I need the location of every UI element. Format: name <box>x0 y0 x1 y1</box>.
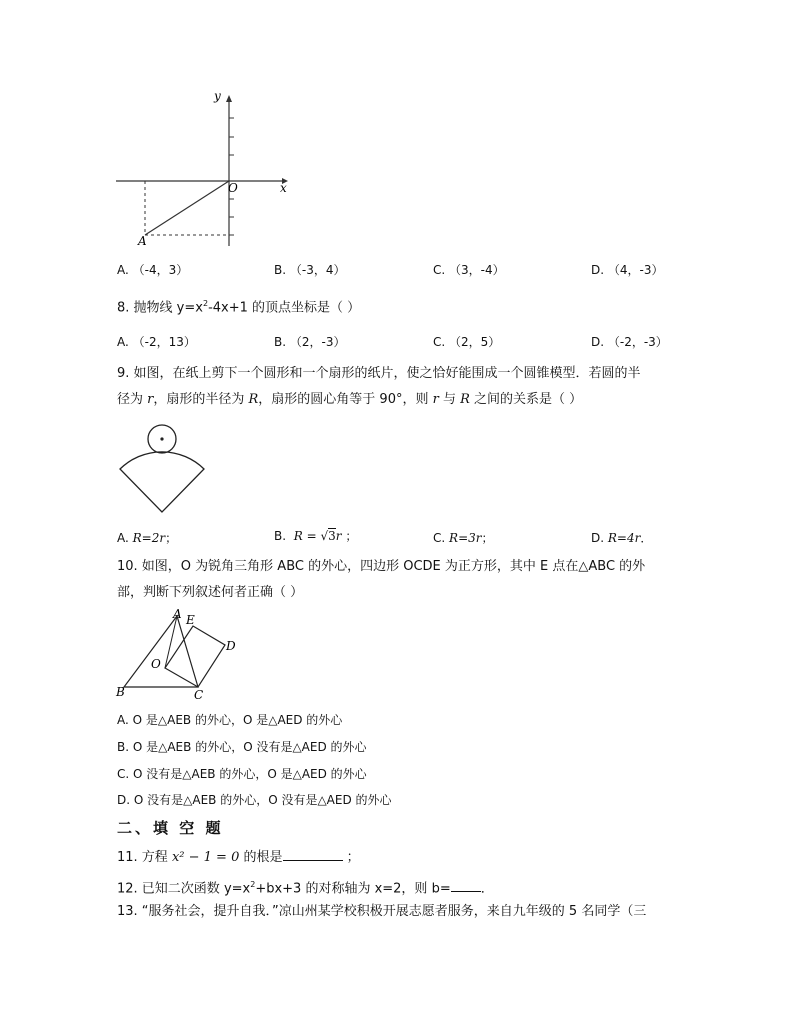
q10-option-a[interactable]: A. O 是△AEB 的外心，O 是△AED 的外心 <box>117 713 343 727</box>
q10-option-b[interactable]: B. O 是△AEB 的外心，O 没有是△AED 的外心 <box>117 740 367 754</box>
q12-answer-blank[interactable] <box>451 879 481 892</box>
label-A: A <box>173 608 182 621</box>
q8-option-b[interactable]: B. （2，-3） <box>274 335 346 349</box>
q12-text: +bx+3 的对称轴为 x=2，则 b= <box>255 881 451 897</box>
q7-option-b[interactable]: B. （-3，4） <box>274 263 346 277</box>
q8-stem <box>117 294 360 318</box>
option-tail: ； <box>345 529 358 543</box>
q9-text: 与 <box>438 392 461 407</box>
point-a-label: A <box>138 234 147 248</box>
q12-text: 12. 已知二次函数 y=x <box>117 881 251 897</box>
q7-option-d[interactable]: D. （4，-3） <box>591 263 664 277</box>
q9-var-r: r <box>147 392 154 407</box>
q10-option-d[interactable]: D. O 没有是△AEB 的外心，O 没有是△AED 的外心 <box>117 793 392 807</box>
sqrt-sign: √ <box>320 529 329 543</box>
q8-sup: 2 <box>202 299 209 308</box>
option-tail: ； <box>481 531 494 545</box>
q8-text-after: -4x+1 的顶点坐标是（ ） <box>208 300 361 316</box>
y-axis-label: y <box>214 89 221 103</box>
q9-option-b[interactable] <box>274 527 357 544</box>
q9-cone-figure <box>112 422 212 516</box>
option-tail: ． <box>640 531 653 545</box>
y-axis-arrow <box>226 95 232 102</box>
q9-var-r: r <box>432 392 439 407</box>
q8-option-a[interactable]: A. （-2，13） <box>117 335 196 349</box>
label-C: C <box>194 688 204 702</box>
label-D: D <box>226 639 236 653</box>
q9-option-a[interactable] <box>117 529 177 546</box>
q7-option-c[interactable]: C. （3，-4） <box>433 263 505 277</box>
q12-line <box>117 875 494 899</box>
label-E: E <box>186 613 195 627</box>
q9-option-c[interactable] <box>433 529 494 546</box>
option-label: C. <box>433 531 446 545</box>
q7-coordinate-figure <box>110 88 300 248</box>
q8-number: 8. <box>117 300 130 316</box>
label-B: B <box>116 685 125 699</box>
q11-line <box>117 848 360 868</box>
option-var: r <box>335 529 342 543</box>
circle-center <box>160 437 163 440</box>
y-ticks <box>229 118 234 235</box>
q8-option-c[interactable]: C. （2，5） <box>433 335 501 349</box>
section-title: 二、填 空 题 <box>117 819 224 837</box>
q9-text: 径为 <box>117 392 148 407</box>
option-eq: = <box>306 529 317 543</box>
q12-text: ． <box>480 881 494 897</box>
option-expr: R=2r <box>132 531 166 545</box>
q9-text: 之间的关系是（ ） <box>469 392 583 407</box>
q9-text: ，扇形的半径为 <box>153 392 249 407</box>
q10-stem-line2: 部，判断下列叙述何者正确（ ） <box>117 585 304 600</box>
q13-line: 13. “服务社会，提升自我．”凉山州某学校积极开展志愿者服务，来自九年级的 5 名同学（三 <box>117 904 647 919</box>
option-label: B. <box>274 529 287 543</box>
option-tail: ； <box>165 531 178 545</box>
option-expr: R=4r <box>607 531 641 545</box>
q9-var-R: R <box>460 392 470 407</box>
q8-text-before: 抛物线 y=x <box>133 300 203 316</box>
origin-label: O <box>228 181 238 195</box>
q11-answer-blank[interactable] <box>283 848 343 861</box>
q8-option-d[interactable]: D. （-2，-3） <box>591 335 668 349</box>
q9-text: ，扇形的圆心角等于 90°，则 <box>258 392 433 407</box>
q9-var-R: R <box>248 392 259 407</box>
x-axis-label: x <box>280 181 287 195</box>
option-label: A. <box>117 531 129 545</box>
q12-sup: 2 <box>250 880 256 889</box>
segment-OA <box>145 181 229 235</box>
q10-stem-line1: 10. 如图，O 为锐角三角形 ABC 的外心，四边形 OCDE 为正方形，其中 E 点在△ABC 的外 <box>117 559 646 574</box>
label-O: O <box>151 657 161 671</box>
q11-text: ； <box>342 850 360 865</box>
sqrt-radicand: 3 <box>328 529 336 543</box>
q10-geometry-figure <box>112 608 242 702</box>
q11-text: 11. 方程 <box>117 850 172 865</box>
q9-stem-line2 <box>117 390 582 410</box>
sector <box>120 452 204 512</box>
option-label: D. <box>591 531 605 545</box>
q9-stem-line1: 9. 如图，在纸上剪下一个圆形和一个扇形的纸片，使之恰好能围成一个圆锥模型．若圆的半 <box>117 366 641 381</box>
q11-text: 的根是 <box>239 850 283 865</box>
q10-option-c[interactable]: C. O 没有是△AEB 的外心，O 是△AED 的外心 <box>117 767 367 781</box>
option-lhs: R <box>293 529 303 543</box>
q9-option-d[interactable] <box>591 529 652 546</box>
q7-option-a[interactable]: A. （-4，3） <box>117 263 189 277</box>
q11-equation: x² − 1 = 0 <box>171 850 240 865</box>
option-expr: R=3r <box>449 531 482 545</box>
